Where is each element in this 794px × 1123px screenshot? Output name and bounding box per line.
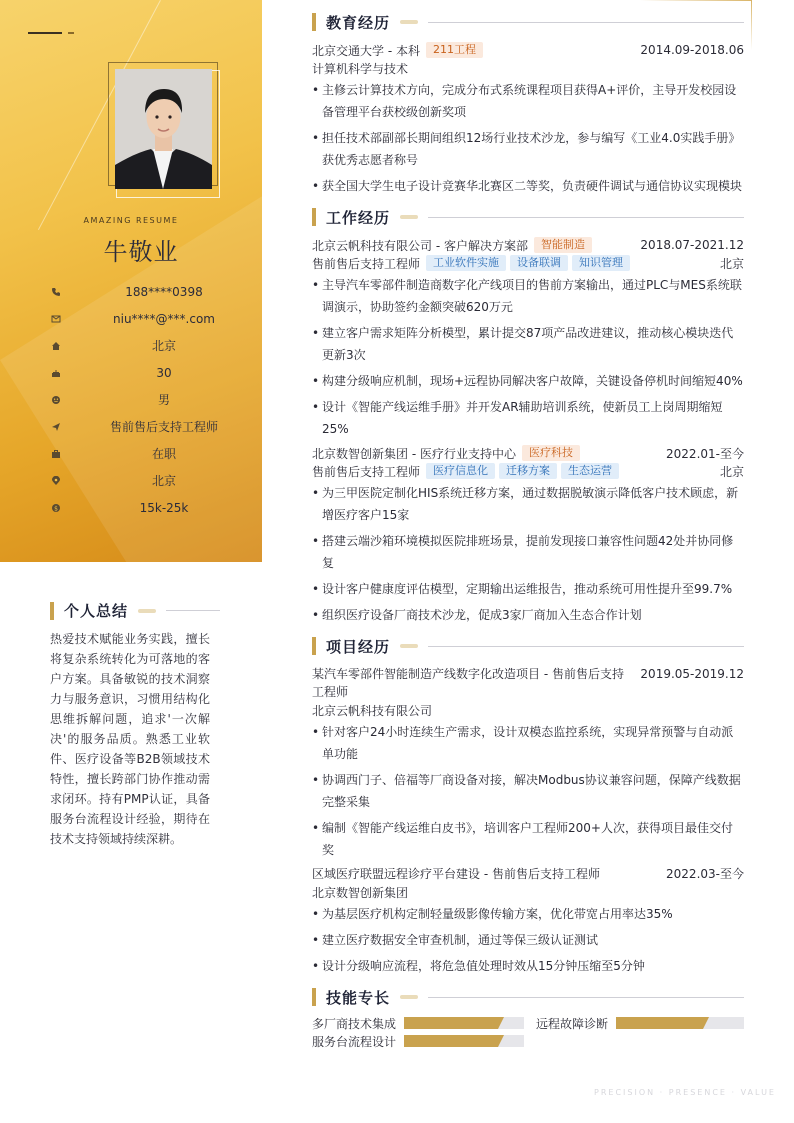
section-header [312, 634, 744, 658]
panel-decoration-line [0, 0, 226, 61]
skills-section [312, 985, 744, 1049]
info-status [46, 440, 262, 467]
location-icon [46, 476, 66, 486]
company-tag: 智能制造 [534, 237, 592, 253]
section-pill [138, 609, 156, 613]
info-text: 188****0398 [125, 284, 203, 299]
education-date: 2014.09-2018.06 [640, 43, 744, 57]
list-item: • 组织医疗设备厂商技术沙龙，促成3家厂商加入生态合作计划 [312, 604, 744, 626]
project-name: 某汽车零部件智能制造产线数字化改造项目 - 售前售后支持工程师 [312, 667, 624, 699]
job-bullets [312, 482, 744, 626]
list-item: • 主修云计算技术方向，完成分布式系统课程项目获得A+评价，主导开发校园设备管理平台获校级创新奖项 [312, 79, 744, 123]
skill-tag: 设备联调 [510, 255, 568, 271]
corner-decoration [751, 0, 752, 50]
job-role: 售前售后支持工程师 [312, 464, 421, 479]
info-text: 在职 [151, 447, 176, 461]
list-item: • 建立客户需求矩阵分析模型，累计提交87项产品改进建议，推动核心模块迭代更新3次 [312, 322, 744, 366]
skill-bar [616, 1017, 744, 1029]
skill-tag: 生态运营 [561, 463, 619, 479]
section-bar [312, 637, 316, 655]
info-email [46, 305, 262, 332]
section-pill [400, 20, 418, 24]
info-position [46, 413, 262, 440]
job-city: 北京 [719, 464, 744, 479]
list-item: • 主导汽车零部件制造商数字化产线项目的售前方案输出，通过PLC与MES系统联调演示，协助签约金额突破620万元 [312, 274, 744, 318]
list-item: • 担任技术部副部长期间组织12场行业技术沙龙，参与编写《工业4.0实践手册》获优秀志愿者称号 [312, 127, 744, 171]
footer-slogan: PRECISION · PRESENCE · VALUE [594, 1088, 776, 1097]
project-bullets [312, 721, 744, 861]
list-item: • 设计客户健康度评估模型，定期输出运维报告，推动系统可用性提升至99.7% [312, 578, 744, 600]
section-pill [400, 644, 418, 648]
education-entry [312, 41, 744, 59]
project-org: 北京云帆科技有限公司 [312, 703, 433, 718]
list-item: • 为三甲医院定制化HIS系统迁移方案，通过数据脱敏演示降低客户技术顾虑，新增医疗客户15家 [312, 482, 744, 526]
main-column [312, 10, 744, 1057]
job-header [312, 236, 744, 254]
info-text: 15k-25k [139, 500, 189, 515]
info-text: niu****@***.com [113, 311, 215, 326]
section-header [312, 10, 744, 34]
job-role-row [312, 462, 744, 480]
face-icon [46, 395, 66, 405]
resume-tagline: AMAZING RESUME [83, 216, 179, 225]
section-pill [400, 215, 418, 219]
section-bar [312, 208, 316, 226]
info-location [46, 467, 262, 494]
job-bullets [312, 274, 744, 440]
section-line [428, 22, 744, 23]
contact-info-list [46, 278, 262, 521]
section-pill [400, 995, 418, 999]
info-salary [46, 494, 262, 521]
project-org: 北京数智创新集团 [312, 885, 409, 900]
briefcase-icon [46, 449, 66, 459]
project-date: 2022.03-至今 [666, 867, 744, 881]
education-bullets [312, 79, 744, 197]
skill-item [312, 1033, 524, 1049]
section-line [428, 997, 744, 998]
phone-icon [46, 287, 66, 297]
section-bar [50, 602, 54, 620]
project-bullets [312, 903, 744, 977]
skill-fill [404, 1035, 498, 1047]
skill-name: 服务台流程设计 [312, 1034, 397, 1049]
list-item: • 设计分级响应流程，将危急值处理时效从15分钟压缩至5分钟 [312, 955, 744, 977]
section-title: 教育经历 [326, 13, 391, 32]
school-tag: 211工程 [426, 42, 483, 58]
info-text: 男 [157, 393, 170, 407]
skill-tag: 知识管理 [572, 255, 630, 271]
summary-header [50, 600, 220, 621]
job-role-row [312, 254, 744, 272]
skill-bar [404, 1017, 524, 1029]
list-item: • 针对客户24小时连续生产需求，设计双模态监控系统，实现异常预警与自动派单功能 [312, 721, 744, 765]
home-icon [46, 341, 66, 351]
section-bar [312, 13, 316, 31]
list-item: • 设计《智能产线运维手册》并开发AR辅助培训系统，使新员工上岗周期缩短25% [312, 396, 744, 440]
section-bar [312, 988, 316, 1006]
summary-text: 热爱技术赋能业务实践，擅长将复杂系统转化为可落地的客户方案。具备敏锐的技术洞察力与服务意识，习惯用结构化思维拆解问题，追求'一次解决'的服务品质。熟悉工业软件、医疗设备等B2B领域技术特性，擅长跨部门协作推动需求闭环。持有PMP认证，具备服务台流程设计经验，期待在技术支持领域持续深耕。 [50, 632, 210, 846]
project-name: 区域医疗联盟远程诊疗平台建设 - 售前售后支持工程师 [312, 867, 600, 881]
list-item: • 为基层医疗机构定制轻量级影像传输方案，优化带宽占用率达35% [312, 903, 744, 925]
skills-grid [312, 1015, 744, 1049]
list-item: • 构建分级响应机制，现场+远程协同解决客户故障，关键设备停机时间缩短40% [312, 370, 744, 392]
section-line [166, 610, 220, 611]
job-date: 2018.07-2021.12 [640, 238, 744, 252]
section-header [312, 205, 744, 229]
mail-icon [46, 314, 66, 324]
cake-icon [46, 368, 66, 378]
job-city: 北京 [719, 256, 744, 271]
list-item: • 编制《智能产线运维白皮书》，培训客户工程师200+人次，获得项目最佳交付奖 [312, 817, 744, 861]
skill-item [536, 1015, 744, 1031]
skill-name: 远程故障诊断 [536, 1016, 609, 1031]
section-line [428, 217, 744, 218]
skill-tag: 工业软件实施 [426, 255, 506, 271]
job-date: 2022.01-至今 [666, 446, 744, 461]
svg-text:$: $ [54, 504, 58, 512]
skill-fill [616, 1017, 703, 1029]
company-tag: 医疗科技 [522, 445, 580, 461]
profile-panel [0, 0, 262, 562]
section-line [428, 646, 744, 647]
company-name: 北京云帆科技有限公司 - 客户解决方案部 [312, 238, 528, 253]
work-section [312, 205, 744, 626]
avatar [115, 69, 212, 189]
info-text: 售前售后支持工程师 [109, 420, 218, 434]
section-title: 工作经历 [326, 208, 391, 227]
education-section [312, 10, 744, 197]
info-phone [46, 278, 262, 305]
info-home [46, 332, 262, 359]
list-item: • 协调西门子、倍福等厂商设备对接，解决Modbus协议兼容问题，保障产线数据完整采集 [312, 769, 744, 813]
list-item: • 获全国大学生电子设计竞赛华北赛区二等奖，负责硬件调试与通信协议实现模块 [312, 175, 744, 197]
section-header [312, 985, 744, 1009]
projects-section [312, 634, 744, 977]
project-header [312, 665, 744, 701]
list-item: • 搭建云端沙箱环境模拟医院排班场景，提前发现接口兼容性问题42处并协同修复 [312, 530, 744, 574]
info-text: 30 [156, 365, 172, 380]
decor-dot [68, 32, 74, 34]
info-text: 北京 [151, 339, 176, 353]
skill-bar [404, 1035, 524, 1047]
project-date: 2019.05-2019.12 [640, 667, 744, 681]
decor-dash [28, 32, 62, 34]
skill-tag: 医疗信息化 [426, 463, 495, 479]
section-title: 项目经历 [326, 637, 391, 656]
info-text: 北京 [151, 474, 176, 488]
section-title: 技能专长 [326, 988, 391, 1007]
skill-fill [404, 1017, 498, 1029]
major: 计算机科学与技术 [312, 61, 409, 76]
skill-item [312, 1015, 524, 1031]
salary-icon [46, 503, 66, 513]
send-icon [46, 422, 66, 432]
list-item: • 建立医疗数据安全审查机制，通过等保三级认证测试 [312, 929, 744, 951]
project-header [312, 865, 744, 883]
job-role: 售前售后支持工程师 [312, 256, 421, 271]
job-header [312, 444, 744, 462]
info-gender [46, 386, 262, 413]
skill-tag: 迁移方案 [499, 463, 557, 479]
candidate-name: 牛敬业 [103, 238, 179, 266]
skill-name: 多厂商技术集成 [312, 1016, 397, 1031]
school-name: 北京交通大学 - 本科 [312, 43, 420, 58]
info-age [46, 359, 262, 386]
corner-decoration [640, 0, 752, 1]
section-title: 个人总结 [64, 602, 129, 620]
company-name: 北京数智创新集团 - 医疗行业支持中心 [312, 446, 516, 461]
